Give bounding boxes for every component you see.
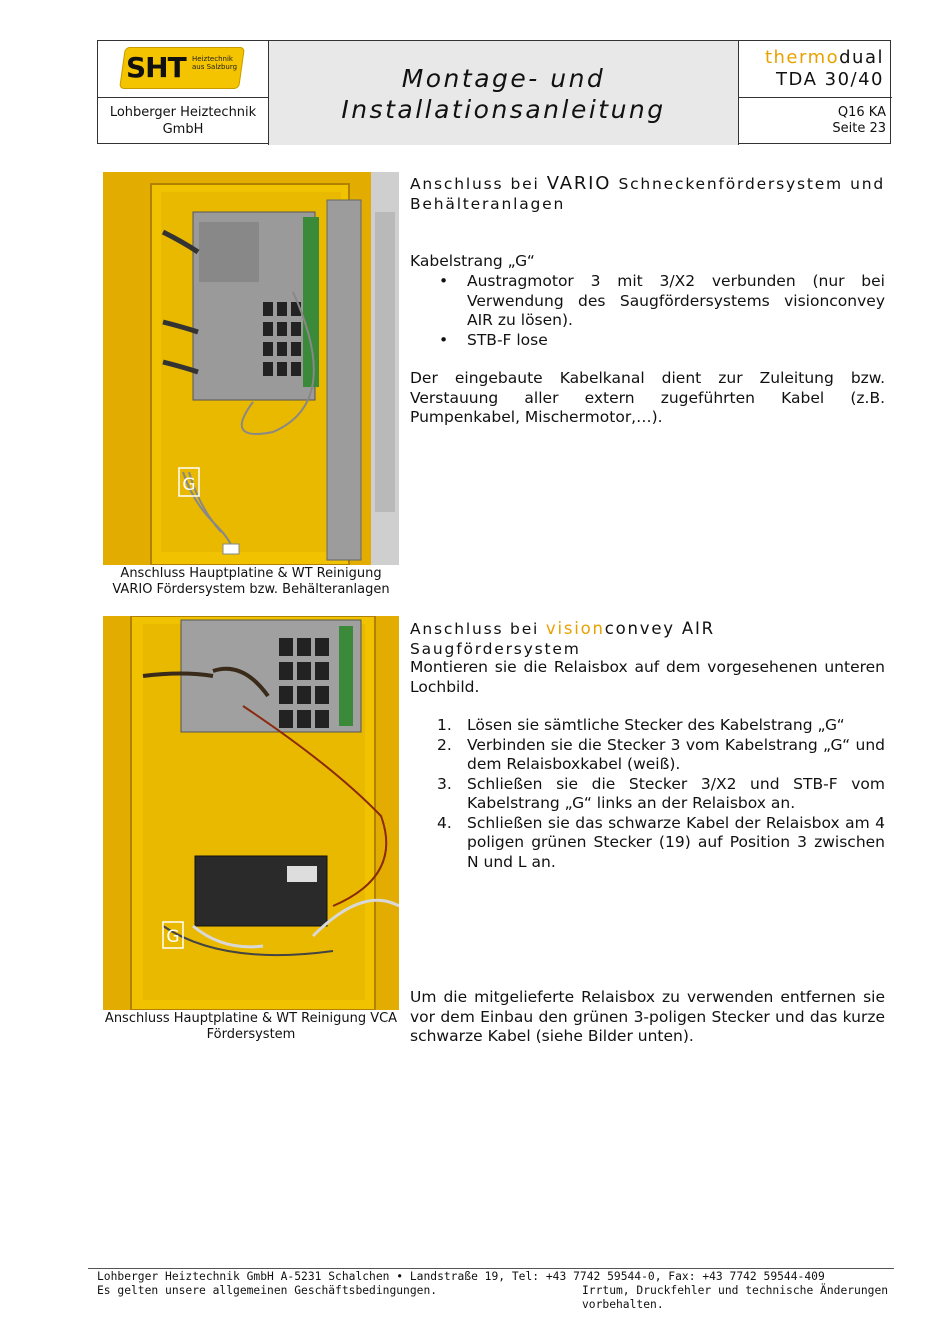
caption-vca-line2: Fördersystem xyxy=(206,1027,296,1042)
section1-heading-brand: VARIO xyxy=(546,173,612,194)
logo-text: SHT xyxy=(126,51,186,84)
photo-label-g-2: G xyxy=(166,927,180,947)
company-name xyxy=(98,98,269,145)
section2-heading-brand-rest: convey AIR xyxy=(604,619,715,638)
footer-address: Lohberger Heiztechnik GmbH A-5231 Schalchen • Landstraße 19, Tel: +43 7742 59544-0, Fax: +43 7742 59544-409 xyxy=(97,1270,825,1283)
photo-vca-connection xyxy=(103,616,399,1010)
section2-heading-pre: Anschluss bei xyxy=(410,620,540,638)
company-line2: GmbH xyxy=(162,122,204,137)
logo-cell xyxy=(98,41,269,98)
caption-vario-line1: Anschluss Hauptplatine & WT Reinigung xyxy=(120,566,382,581)
section1-bullets xyxy=(410,272,885,350)
product-brand-rest: dual xyxy=(839,47,884,68)
title-line1: Montage- und xyxy=(401,64,606,93)
step-number: 2. xyxy=(437,735,452,754)
section2-intro: Montieren sie die Relaisbox auf dem vorgesehenen unteren Lochbild. xyxy=(410,658,885,696)
document-title xyxy=(269,41,739,145)
page-header xyxy=(97,40,891,144)
page-number: Seite 23 xyxy=(832,121,886,136)
photo-label-g: G xyxy=(182,475,196,495)
cable-title: Kabelstrang „G“ xyxy=(410,252,535,270)
step-item xyxy=(437,716,885,736)
section1-heading xyxy=(410,174,885,214)
step-text: Schließen sie die Stecker 3/X2 und STB-F vom Kabelstrang „G“ links an der Relaisbox an. xyxy=(467,774,885,812)
step-item xyxy=(437,813,885,873)
bullet-item: • Austragmotor 3 mit 3/X2 verbunden (nur bei Verwendung des Saugfördersystems visionconvey AIR zu lösen). xyxy=(467,272,885,331)
step-item xyxy=(437,774,885,814)
doc-code: Q16 KA xyxy=(837,105,886,120)
caption-vario-line2: VARIO Fördersystem bzw. Behälteranlagen xyxy=(112,582,390,597)
step-text: Verbinden sie die Stecker 3 vom Kabelstrang „G“ und dem Relaisboxkabel (weiß). xyxy=(467,735,885,773)
footer-disclaimer: Irrtum, Druckfehler und technische Änderungen vorbehalten. xyxy=(582,1284,889,1311)
caption-vario xyxy=(103,566,399,598)
section2-heading xyxy=(410,619,885,659)
footer-terms: Es gelten unsere allgemeinen Geschäftsbedingungen. xyxy=(97,1284,438,1297)
caption-vca-line1: Anschluss Hauptplatine & WT Reinigung VCA xyxy=(104,1011,398,1026)
section1-paragraph: Der eingebaute Kabelkanal dient zur Zuleitung bzw. Verstauung aller extern zugeführten Kabel (z.B. Pumpenkabel, Mischermotor,…). xyxy=(410,369,885,426)
step-number: 1. xyxy=(437,716,452,734)
section2-steps xyxy=(410,716,885,872)
product-model: TDA 30/40 xyxy=(776,69,884,90)
photo-vca-illustration xyxy=(103,616,399,1010)
photo-vario-connection xyxy=(103,172,399,565)
bullet-item: • STB-F lose xyxy=(467,331,885,351)
page-info xyxy=(739,98,892,145)
product-name xyxy=(739,41,892,98)
step-item xyxy=(437,735,885,775)
title-line2: Installationsanleitung xyxy=(341,95,666,124)
caption-vca xyxy=(103,1011,399,1043)
section2-note: Um die mitgelieferte Relaisbox zu verwenden entfernen sie vor dem Einbau den grünen 3-poligen Stecker und das kurze schwarze Kabel (siehe Bilder unten). xyxy=(410,988,885,1045)
logo-tagline: Heiztechnik aus Salzburg xyxy=(192,55,238,71)
step-text: Schließen sie das schwarze Kabel der Relaisbox am 4 poligen grünen Stecker (19) auf Position 3 zwischen N und L an. xyxy=(467,813,885,871)
section2-heading-brand-orange: vision xyxy=(545,619,605,638)
company-line1: Lohberger Heiztechnik xyxy=(109,105,257,120)
photo-vario-illustration xyxy=(103,172,399,565)
section1-heading-pre: Anschluss bei xyxy=(410,175,540,193)
step-number: 4. xyxy=(437,813,452,832)
section1-heading-post: Schneckenfördersystem und Behälteranlagen xyxy=(410,175,885,213)
product-brand-orange: thermo xyxy=(764,47,840,68)
step-text: Lösen sie sämtliche Stecker des Kabelstrang „G“ xyxy=(467,716,845,734)
section2-heading-post: Saugfördersystem xyxy=(410,639,581,658)
step-number: 3. xyxy=(437,774,452,793)
footer-divider xyxy=(88,1268,894,1269)
